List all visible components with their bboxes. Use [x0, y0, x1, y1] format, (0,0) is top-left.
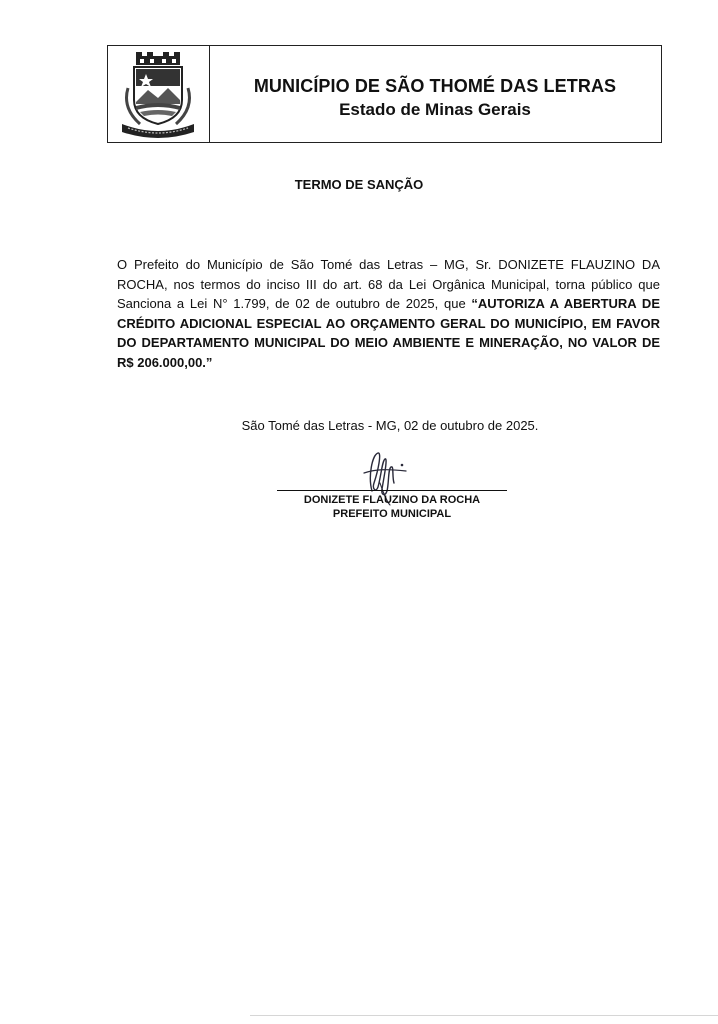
place-and-date: São Tomé das Letras - MG, 02 de outubro de 2025.	[241, 418, 539, 433]
paragraph-text: O Prefeito do Município de São Tomé das Letras – MG, Sr. DONIZETE FLAUZINO DA ROCHA, nos termos do inciso III do art. 68 da Lei Orgânica Municipal, torna público que Sanciona a Lei N° 1.799, de 02 de outubro de 2025, que	[117, 257, 660, 311]
signer-role: PREFEITO MUNICIPAL	[332, 508, 452, 520]
document-title: TERMO DE SANÇÃO	[294, 177, 424, 192]
sanction-paragraph	[117, 255, 660, 372]
scan-edge-line	[250, 1015, 718, 1016]
letterhead	[107, 45, 662, 143]
signature-line	[277, 490, 507, 491]
municipality-title: MUNICÍPIO DE SÃO THOMÉ DAS LETRAS	[253, 76, 617, 96]
law-ementa: “AUTORIZA A ABERTURA DE CRÉDITO ADICIONAL ESPECIAL AO ORÇAMENTO GERAL DO MUNICÍPIO, EM FAVOR DO DEPARTAMENTO MUNICIPAL DO MEIO AMBIENTE E MINERAÇÃO, NO VALOR DE R$ 206.000,00.”	[117, 296, 660, 370]
coat-of-arms-icon	[114, 52, 202, 138]
state-subtitle: Estado de Minas Gerais	[339, 100, 531, 119]
signer-name: DONIZETE FLAUZINO DA ROCHA	[303, 494, 481, 506]
